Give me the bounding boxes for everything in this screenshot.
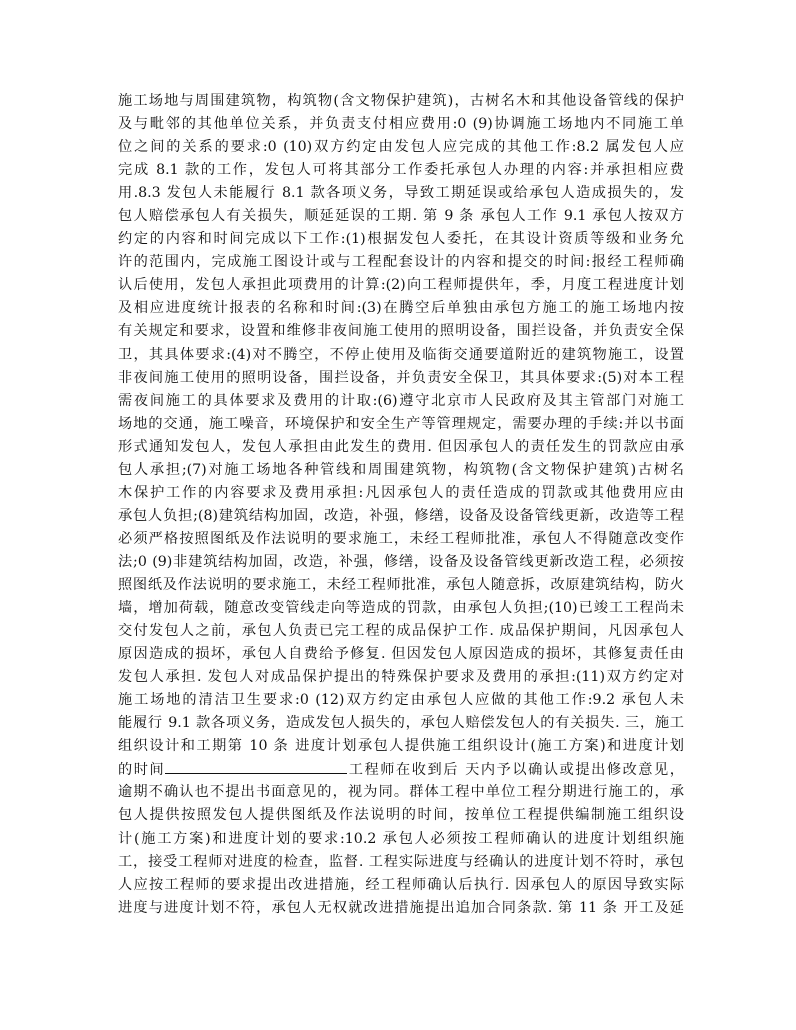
paragraph-lines-top (118, 90, 684, 758)
text-line: 组织设计和工期第 10 条 进度计划承包人提供施工组织设计(施工方案)和进度计划 (118, 738, 684, 755)
text-line: 非夜间施工使用的照明设备，围拦设备，并负责安全保卫，其具体要求:(5)对本工程 (118, 369, 684, 386)
text-line: 法;0 (9)非建筑结构加固，改造，补强，修缮，设备及设备管线更新改造工程，必须按 (118, 553, 684, 570)
text-line: 场地的交通，施工噪音，环境保护和安全生产等管理规定，需要办理的手续:并以书面 (118, 415, 684, 432)
text-line: 认后使用，发包人承担此项费用的计算:(2)向工程师提供年，季，月度工程进度计划 (118, 277, 684, 294)
text-line: 工，接受工程师对进度的检查，监督. 工程实际进度与经确认的进度计划不符时，承包 (118, 853, 684, 870)
text-line: 必须严格按照图纸及作法说明的要求施工，未经工程师批准，承包人不得随意改变作 (118, 530, 684, 547)
text-line-with-blank (118, 758, 684, 781)
fill-in-blank (165, 758, 347, 774)
text-line: 交付发包人之前，承包人负责已完工程的成品保护工作. 成品保护期间，凡因承包人 (118, 623, 684, 640)
text-line: 约定的内容和时间完成以下工作:(1)根据发包人委托，在其设计资质等级和业务允 (118, 231, 684, 248)
text-line: 计(施工方案)和进度计划的要求:10.2 承包人必须按工程师确认的进度计划组织施 (118, 830, 684, 847)
text-line: 位之间的关系的要求:0 (10)双方约定由发包人应完成的其他工作:8.2 属发包人应 (118, 139, 684, 156)
text-line: 木保护工作的内容要求及费用承担:凡因承包人的责任造成的罚款或其他费用应由 (118, 484, 684, 501)
text-line: 进度与进度计划不符，承包人无权就改进措施提出追加合同条款. 第 11 条 开工及延 (118, 899, 684, 916)
text-line: 形式通知发包人，发包人承担由此发生的费用. 但因承包人的责任发生的罚款应由承 (118, 438, 684, 455)
text-line: 包人承担;(7)对施工场地各种管线和周围建筑物，构筑物(含文物保护建筑)古树名 (118, 461, 684, 478)
text-line: 包人赔偿承包人有关损失，顺延延误的工期. 第 9 条 承包人工作 9.1 承包人按双方 (118, 208, 684, 225)
text-line: 逾期不确认也不提出书面意见的，视为同。群体工程中单位工程分期进行施工的，承 (118, 784, 684, 801)
text-line: 许的范围内，完成施工图设计或与工程配套设计的内容和提交的时间:报经工程师确 (118, 254, 684, 271)
text-line: 能履行 9.1 款各项义务，造成发包人损失的，承包人赔偿发包人的有关损失. 三，施工 (118, 715, 684, 732)
blank-line-prefix: 的时间 (118, 762, 166, 779)
text-line: 承包人负担;(8)建筑结构加固，改造，补强，修缮，设备及设备管线更新，改造等工程 (118, 507, 684, 524)
blank-line-suffix: 工程师在收到后 天内予以确认或提出修改意见， (347, 762, 684, 779)
text-line: 发包人承担. 发包人对成品保护提出的特殊保护要求及费用的承担:(11)双方约定对 (118, 669, 684, 686)
text-line: 及与毗邻的其他单位关系，并负责支付相应费用:0 (9)协调施工场地内不同施工单 (118, 116, 684, 133)
text-line: 有关规定和要求，设置和维修非夜间施工使用的照明设备，围拦设备，并负责安全保 (118, 323, 684, 340)
text-line: 施工场地的清洁卫生要求:0 (12)双方约定由承包人应做的其他工作:9.2 承包人未 (118, 692, 684, 709)
text-line: 完成 8.1 款的工作，发包人可将其部分工作委托承包人办理的内容:并承担相应费 (118, 162, 684, 179)
text-line: 卫，其具体要求:(4)对不腾空，不停止使用及临街交通要道附近的建筑物施工，设置 (118, 346, 684, 363)
contract-text-body (118, 90, 684, 920)
text-line: 需夜间施工的具体要求及费用的计取:(6)遵守北京市人民政府及其主管部门对施工 (118, 392, 684, 409)
text-line: 及相应进度统计报表的名称和时间:(3)在腾空后单独由承包方施工的施工场地内按 (118, 300, 684, 317)
text-line: 墙，增加荷载，随意改变管线走向等造成的罚款，由承包人负担;(10)已竣工工程尚未 (118, 600, 684, 617)
text-line: 人应按工程师的要求提出改进措施，经工程师确认后执行. 因承包人的原因导致实际 (118, 876, 684, 893)
text-line: 用.8.3 发包人未能履行 8.1 款各项义务，导致工期延误或给承包人造成损失的，发 (118, 185, 684, 202)
text-line: 包人提供按照发包人提供图纸及作法说明的时间，按单位工程提供编制施工组织设 (118, 807, 684, 824)
text-line: 照图纸及作法说明的要求施工，未经工程师批准，承包人随意拆，改原建筑结构，防火 (118, 576, 684, 593)
text-line: 原因造成的损坏，承包人自费给予修复. 但因发包人原因造成的损坏，其修复责任由 (118, 646, 684, 663)
text-line: 施工场地与周围建筑物，构筑物(含文物保护建筑)，古树名木和其他设备管线的保护 (118, 93, 684, 109)
paragraph-lines-bottom (118, 781, 684, 919)
